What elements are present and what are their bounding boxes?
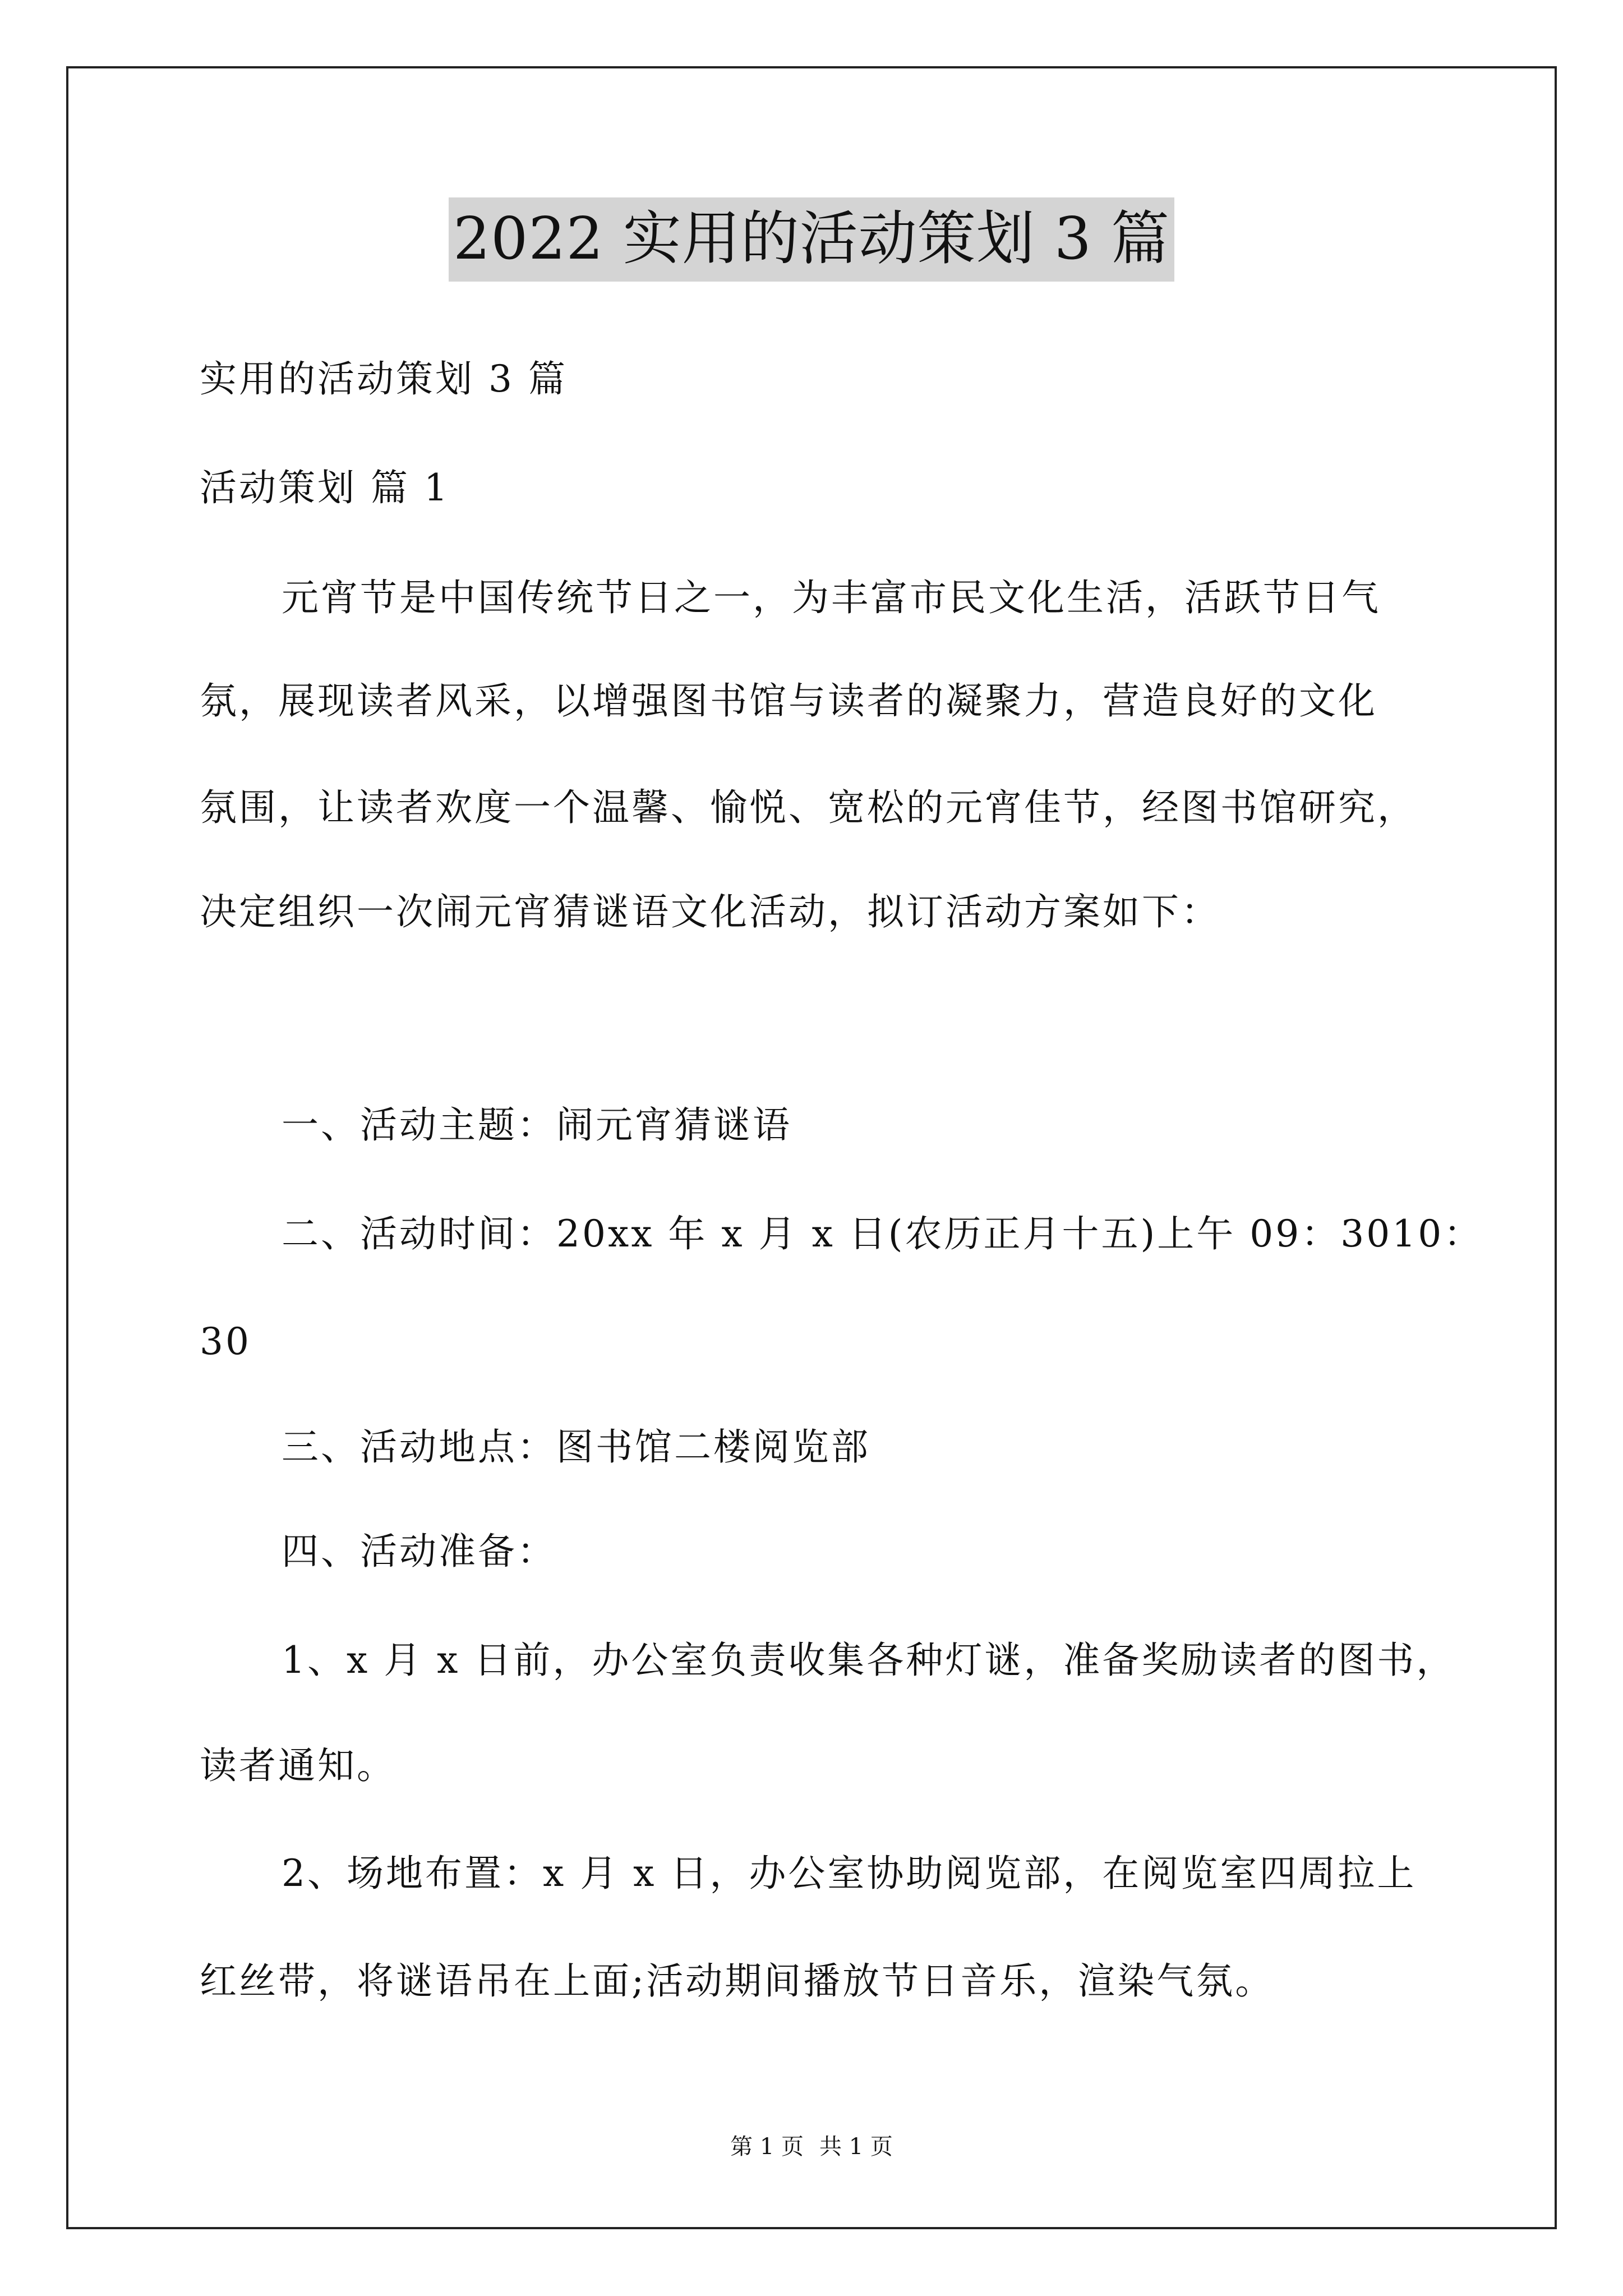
paragraph-line: 决定组织一次闹元宵猜谜语文化活动，拟订活动方案如下： bbox=[200, 890, 1220, 933]
prep-item-1-continued: 读者通知。 bbox=[200, 1744, 396, 1787]
page-number: 第 1 页 bbox=[730, 2134, 804, 2160]
activity-time-continued: 30 bbox=[200, 1320, 251, 1363]
paragraph-line: 氛，展现读者风采，以增强图书馆与读者的凝聚力，营造良好的文化 bbox=[200, 679, 1377, 723]
title-container bbox=[0, 197, 1623, 282]
activity-prep-heading: 四、活动准备： bbox=[282, 1530, 556, 1573]
page-footer bbox=[0, 2133, 1623, 2161]
section-heading: 活动策划 篇 1 bbox=[200, 466, 450, 509]
activity-time: 二、活动时间：20xx 年 x 月 x 日(农历正月十五)上午 09：3010： bbox=[282, 1212, 1483, 1255]
activity-theme: 一、活动主题：闹元宵猜谜语 bbox=[282, 1103, 792, 1147]
paragraph-line: 元宵节是中国传统节日之一，为丰富市民文化生活，活跃节日气 bbox=[282, 576, 1381, 619]
page-total: 共 1 页 bbox=[819, 2134, 893, 2160]
prep-item-2-continued: 红丝带，将谜语吊在上面;活动期间播放节日音乐，渲染气氛。 bbox=[200, 1959, 1275, 2003]
activity-place: 三、活动地点：图书馆二楼阅览部 bbox=[282, 1425, 870, 1469]
prep-item-2: 2、场地布置：x 月 x 日，办公室协助阅览部，在阅览室四周拉上 bbox=[282, 1852, 1417, 1895]
document-subtitle: 实用的活动策划 3 篇 bbox=[200, 357, 568, 401]
paragraph-line: 氛围，让读者欢度一个温馨、愉悦、宽松的元宵佳节，经图书馆研究， bbox=[200, 786, 1417, 829]
document-title: 2022 实用的活动策划 3 篇 bbox=[449, 197, 1174, 282]
prep-item-1: 1、x 月 x 日前，办公室负责收集各种灯谜，准备奖励读者的图书， bbox=[282, 1639, 1456, 1682]
